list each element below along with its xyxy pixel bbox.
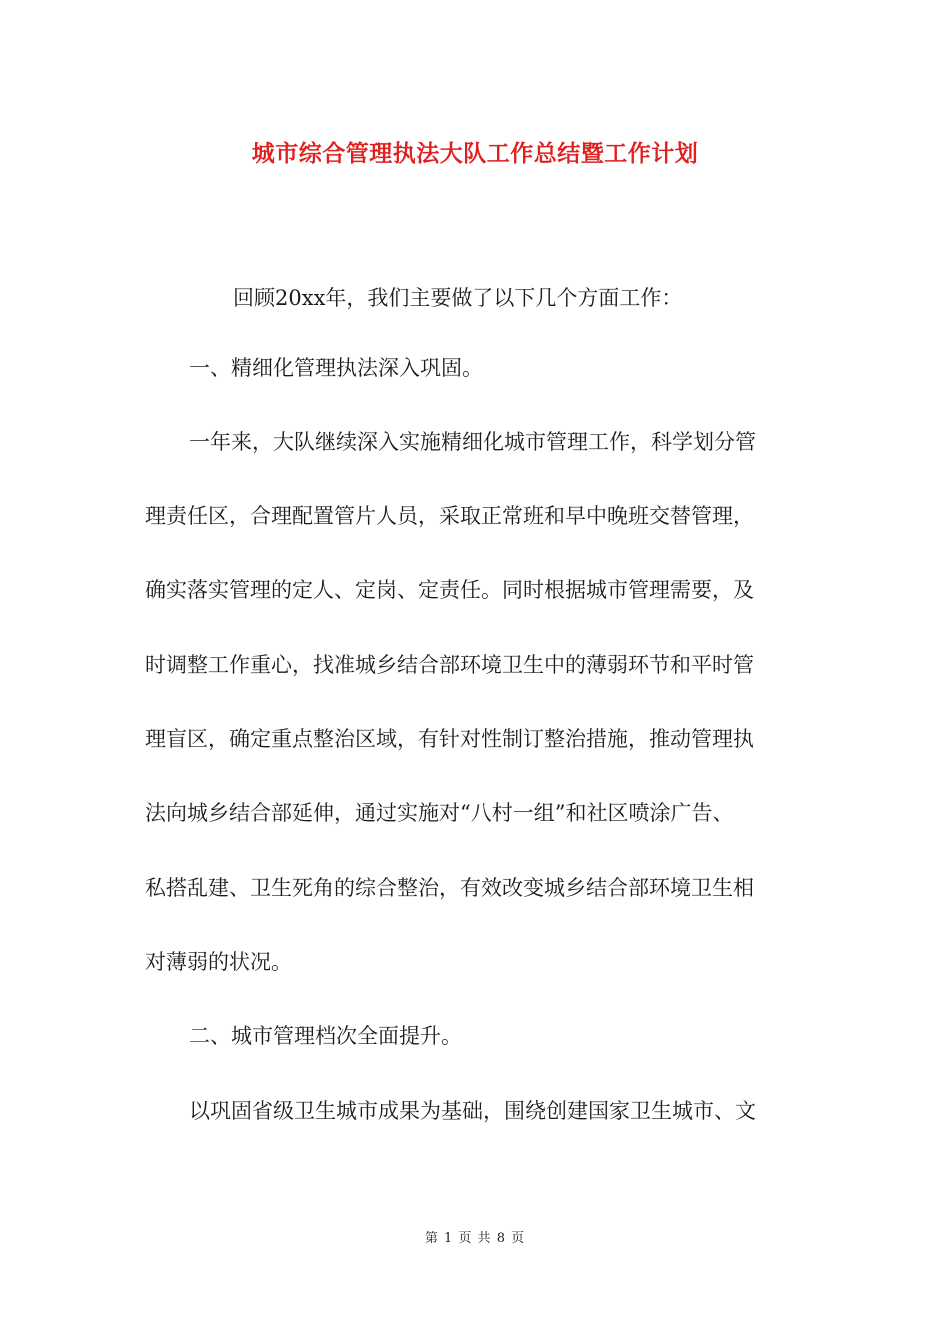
- section1-line-4: 时调整工作重心，找准城乡结合部环境卫生中的薄弱环节和平时管: [145, 653, 754, 677]
- section1-line-2: 理责任区，合理配置管片人员，采取正常班和早中晚班交替管理，: [145, 504, 754, 528]
- section1-line-8: 对薄弱的状况。: [145, 950, 292, 974]
- section1-line-6: 法向城乡结合部延伸，通过实施对“八村一组”和社区喷涂广告、: [145, 801, 734, 825]
- section-heading-1: 一、精细化管理执法深入巩固。: [189, 356, 483, 380]
- section2-line-1: 以巩固省级卫生城市成果为基础，围绕创建国家卫生城市、文: [189, 1099, 756, 1123]
- section1-line-7: 私搭乱建、卫生死角的综合整治，有效改变城乡结合部环境卫生相: [145, 876, 754, 900]
- document-title: 城市综合管理执法大队工作总结暨工作计划: [251, 140, 699, 167]
- section1-line-1: 一年来，大队继续深入实施精细化城市管理工作，科学划分管: [189, 430, 756, 454]
- section-heading-2: 二、城市管理档次全面提升。: [189, 1024, 462, 1048]
- section1-line-5: 理盲区，确定重点整治区域，有针对性制订整治措施，推动管理执: [145, 727, 754, 751]
- intro-paragraph: 回顾20xx年，我们主要做了以下几个方面工作：: [233, 286, 683, 310]
- section1-line-3: 确实落实管理的定人、定岗、定责任。同时根据城市管理需要，及: [145, 578, 754, 602]
- page-number: 第 1 页 共 8 页: [424, 1231, 526, 1246]
